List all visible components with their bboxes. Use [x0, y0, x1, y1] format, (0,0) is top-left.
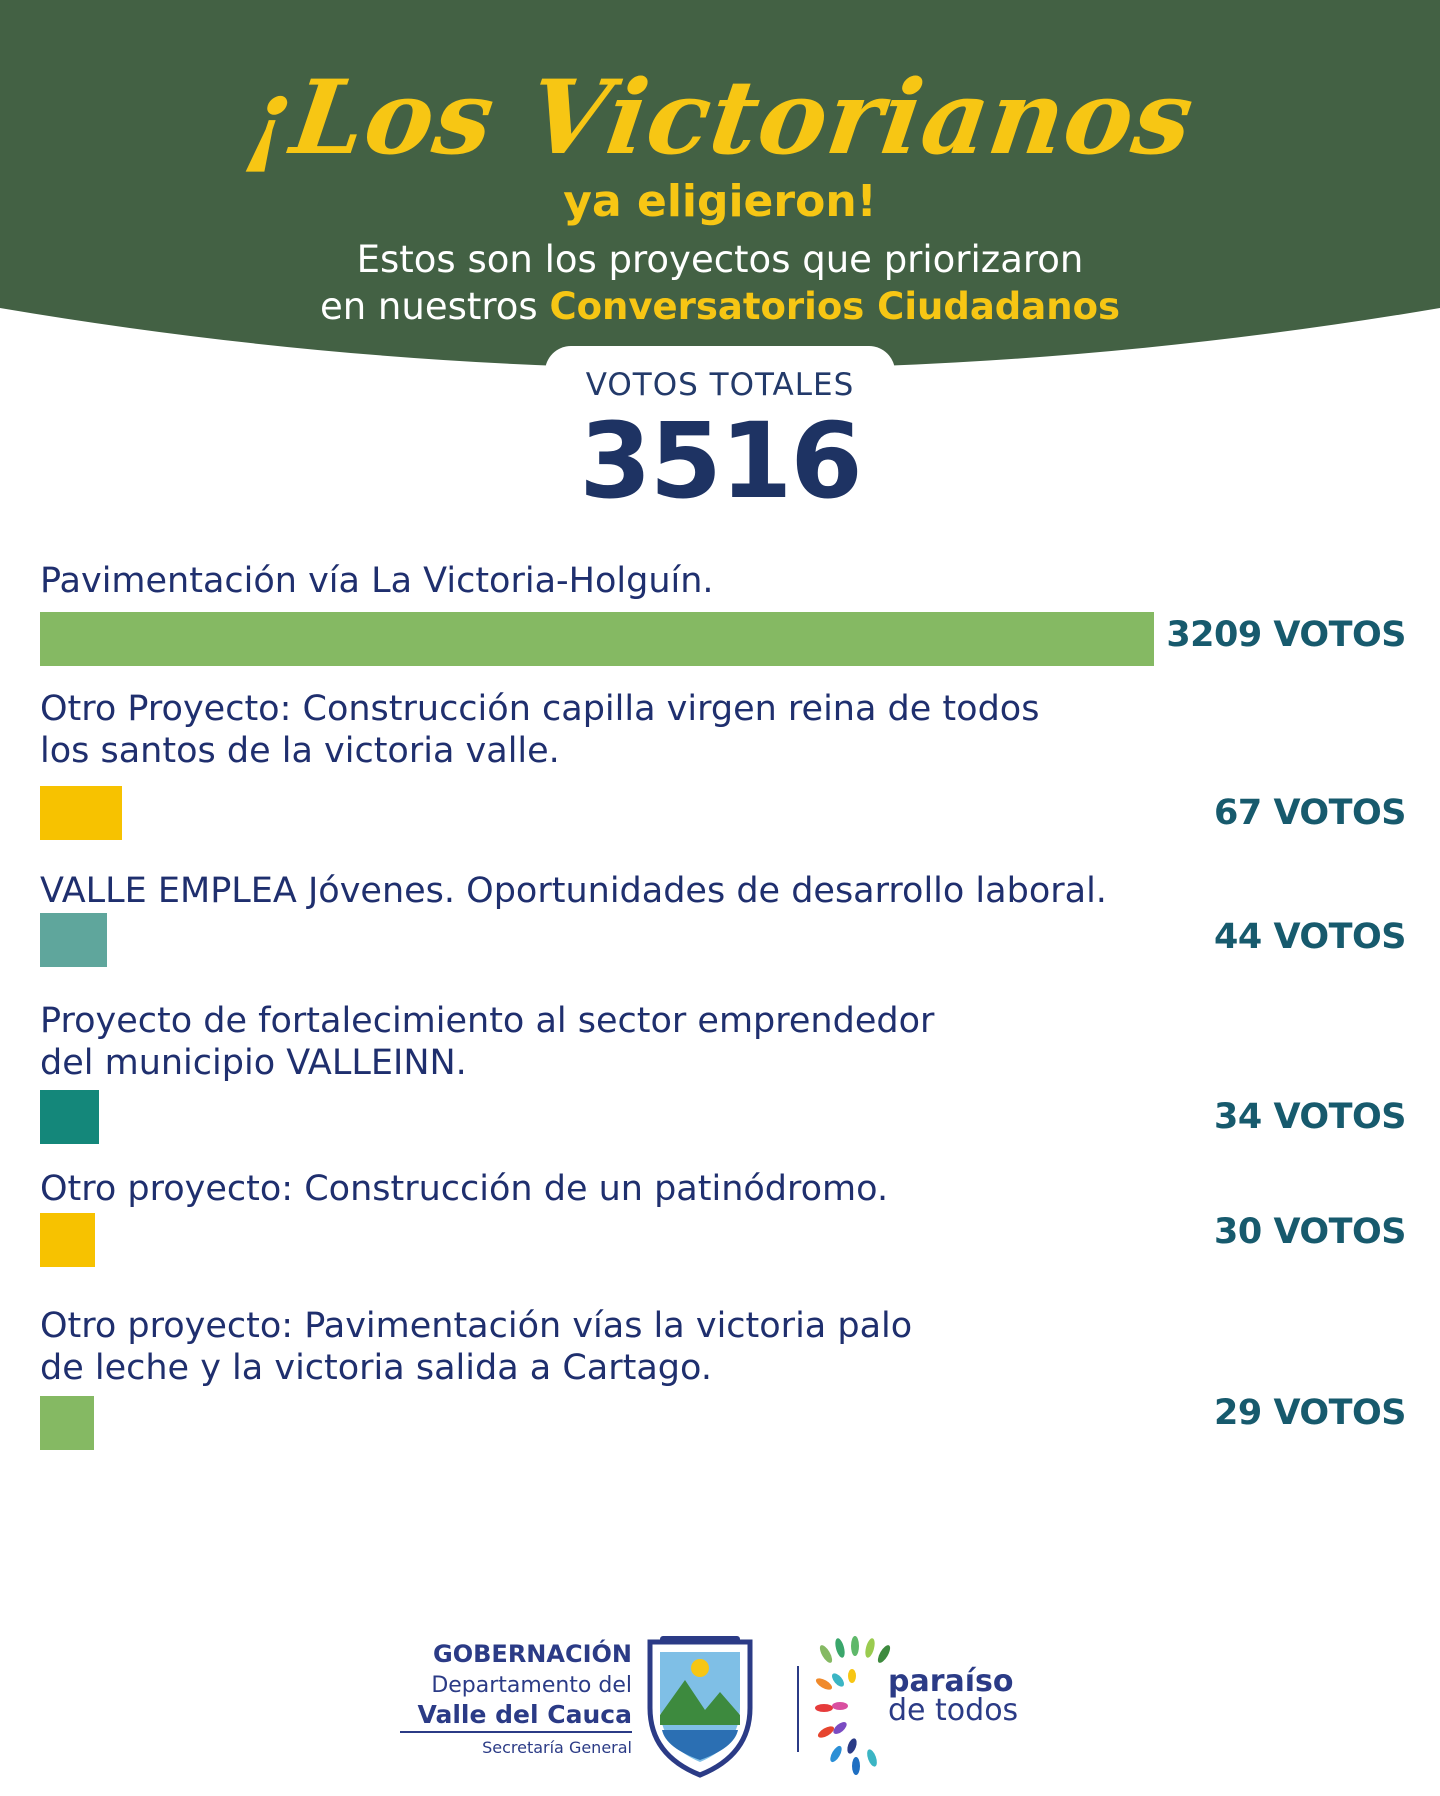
project-bar: [40, 786, 122, 840]
footer-divider: [797, 1666, 799, 1752]
project-bar: [40, 1213, 95, 1267]
gobernacion-secretaria: Secretaría General: [482, 1738, 632, 1757]
paraiso-line-2: de todos: [888, 1693, 1019, 1728]
project-bar: [40, 612, 1154, 666]
project-votes: 67 VOTOS: [1214, 793, 1406, 833]
project-votes: 30 VOTOS: [1214, 1212, 1406, 1252]
project-label: Proyecto de fortalecimiento al sector emprendedor del municipio VALLEINN.: [40, 1001, 935, 1083]
project-bar: [40, 913, 107, 967]
project-votes: 44 VOTOS: [1214, 917, 1406, 957]
project-bar: [40, 1090, 99, 1144]
main-title: ¡Los Victorianos: [239, 58, 1201, 178]
intro-line-1: Estos son los proyectos que priorizaron: [356, 238, 1084, 281]
totals-value: 3516: [579, 400, 861, 522]
project-label: Pavimentación vía La Victoria-Holguín.: [40, 561, 714, 601]
project-label: VALLE EMPLEA Jóvenes. Oportunidades de desarrollo laboral.: [40, 871, 1107, 911]
project-votes: 29 VOTOS: [1214, 1393, 1406, 1433]
project-votes: 34 VOTOS: [1214, 1097, 1406, 1137]
project-votes: 3209 VOTOS: [1166, 615, 1406, 655]
totals-label: VOTOS TOTALES: [585, 367, 855, 403]
intro-highlight: Conversatorios Ciudadanos: [549, 285, 1121, 328]
project-label: Otro Proyecto: Construcción capilla virgen reina de todos los santos de la victoria valle.: [40, 689, 1040, 771]
gobernacion-department: Departamento del: [431, 1673, 632, 1698]
paraiso-line-1: paraíso: [888, 1664, 1014, 1699]
project-bar: [40, 1396, 94, 1450]
valle-del-cauca-crest-icon: [640, 1630, 760, 1780]
main-subtitle: ya eligieron!: [563, 176, 877, 227]
project-label: Otro proyecto: Pavimentación vías la victoria palo de leche y la victoria salida a Cartago.: [40, 1306, 913, 1388]
intro-line-2-prefix: en nuestros: [319, 285, 550, 328]
gobernacion-title: GOBERNACIÓN: [433, 1640, 632, 1668]
project-label: Otro proyecto: Construcción de un patinódromo.: [40, 1169, 889, 1209]
gobernacion-valle: Valle del Cauca: [400, 1700, 632, 1733]
